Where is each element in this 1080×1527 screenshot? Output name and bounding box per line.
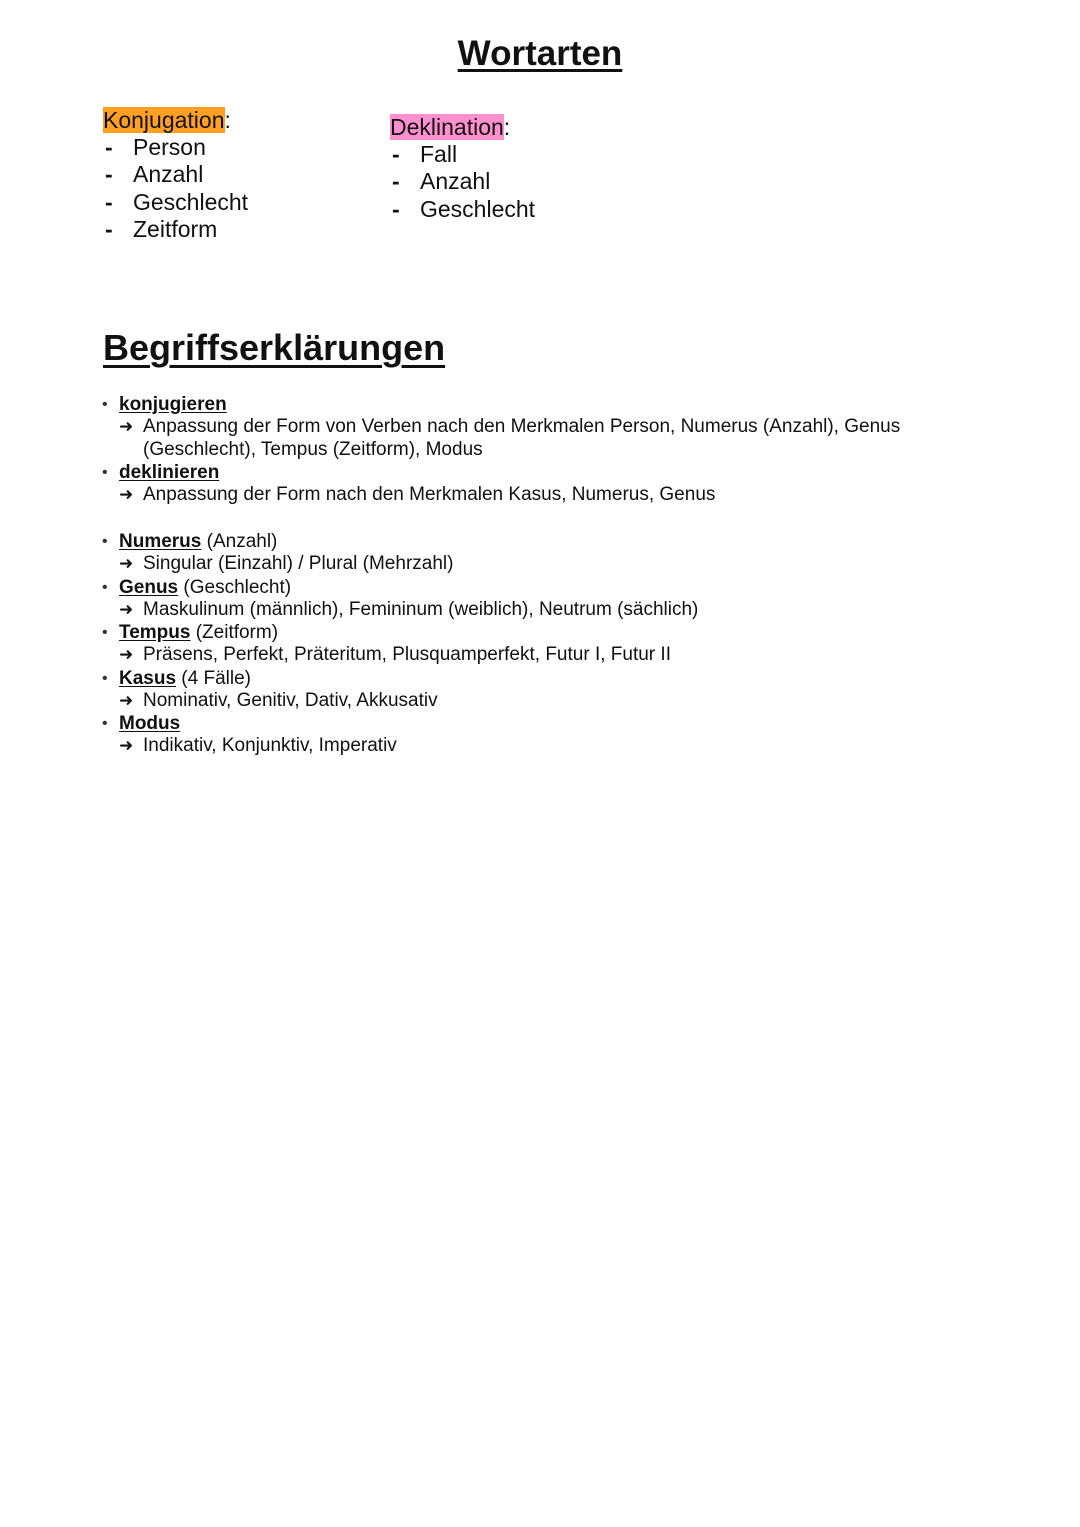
deklination-item: - Fall bbox=[390, 141, 535, 168]
definitions-group-1 bbox=[100, 393, 980, 507]
term-name: Genus bbox=[119, 576, 179, 598]
term-entry bbox=[100, 530, 980, 553]
term-name: konjugieren bbox=[119, 394, 227, 415]
page-title: Wortarten bbox=[457, 34, 623, 73]
term-explanation bbox=[100, 599, 980, 622]
arrow-right-icon: ➜ bbox=[119, 554, 134, 573]
deklination-section bbox=[390, 114, 535, 223]
arrow-right-icon: ➜ bbox=[119, 736, 134, 755]
explanation-line: Präsens, Perfekt, Präteritum, Plusquamperfekt, Futur I, Futur II bbox=[143, 644, 671, 665]
konjugation-section bbox=[103, 107, 248, 243]
konjugation-item: - Geschlecht bbox=[103, 189, 248, 216]
explanation-line: Indikativ, Konjunktiv, Imperativ bbox=[143, 735, 397, 756]
arrow-right-icon: ➜ bbox=[119, 417, 134, 436]
explanation-line: (Geschlecht), Tempus (Zeitform), Modus bbox=[143, 438, 483, 460]
term-note: (Anzahl) bbox=[201, 531, 278, 552]
term-explanation bbox=[100, 484, 980, 507]
konjugation-label: Konjugation bbox=[103, 107, 225, 133]
term-entry bbox=[100, 712, 980, 735]
term-explanation bbox=[100, 690, 980, 713]
arrow-right-icon: ➜ bbox=[119, 485, 134, 504]
konjugation-item: - Anzahl bbox=[103, 161, 248, 188]
section-heading-begriffserklaerungen: Begriffserklärungen bbox=[103, 327, 446, 368]
deklination-colon: : bbox=[503, 114, 511, 140]
deklination-label: Deklination bbox=[390, 114, 504, 140]
explanation-line: Singular (Einzahl) / Plural (Mehrzahl) bbox=[143, 553, 454, 574]
deklination-heading bbox=[390, 114, 535, 141]
konjugation-item: - Person bbox=[103, 134, 248, 161]
arrow-right-icon: ➜ bbox=[119, 599, 134, 619]
konjugation-colon: : bbox=[224, 107, 231, 133]
term-entry bbox=[100, 461, 980, 484]
explanation-line: Anpassung der Form nach den Merkmalen Kasus, Numerus, Genus bbox=[143, 484, 716, 505]
term-note: (4 Fälle) bbox=[176, 667, 251, 689]
term-explanation bbox=[100, 553, 980, 576]
definitions-group-2 bbox=[100, 530, 980, 758]
explanation-line: Nominativ, Genitiv, Dativ, Akkusativ bbox=[143, 689, 438, 711]
term-name: Modus bbox=[119, 713, 181, 734]
term-entry bbox=[100, 576, 980, 599]
term-explanation bbox=[100, 416, 980, 461]
explanation-line: Maskulinum (männlich), Femininum (weiblich), Neutrum (sächlich) bbox=[143, 598, 699, 620]
term-explanation bbox=[100, 644, 980, 667]
arrow-right-icon: ➜ bbox=[119, 690, 134, 710]
konjugation-heading bbox=[103, 107, 248, 134]
term-note: (Geschlecht) bbox=[178, 576, 292, 598]
deklination-item: - Geschlecht bbox=[390, 196, 535, 223]
term-name: Tempus bbox=[119, 622, 191, 643]
term-note: (Zeitform) bbox=[190, 622, 279, 643]
deklination-item: - Anzahl bbox=[390, 168, 535, 195]
term-entry bbox=[100, 621, 980, 644]
explanation-line: Anpassung der Form von Verben nach den Merkmalen Person, Numerus (Anzahl), Genus bbox=[143, 416, 901, 437]
term-explanation bbox=[100, 735, 980, 758]
term-entry bbox=[100, 393, 980, 416]
term-name: deklinieren bbox=[119, 462, 220, 483]
konjugation-item: - Zeitform bbox=[103, 216, 248, 243]
konjugation-list bbox=[103, 134, 248, 243]
deklination-list bbox=[390, 141, 535, 223]
term-name: Numerus bbox=[119, 531, 202, 552]
term-name: Kasus bbox=[119, 667, 177, 689]
term-entry bbox=[100, 667, 980, 690]
arrow-right-icon: ➜ bbox=[119, 645, 134, 664]
